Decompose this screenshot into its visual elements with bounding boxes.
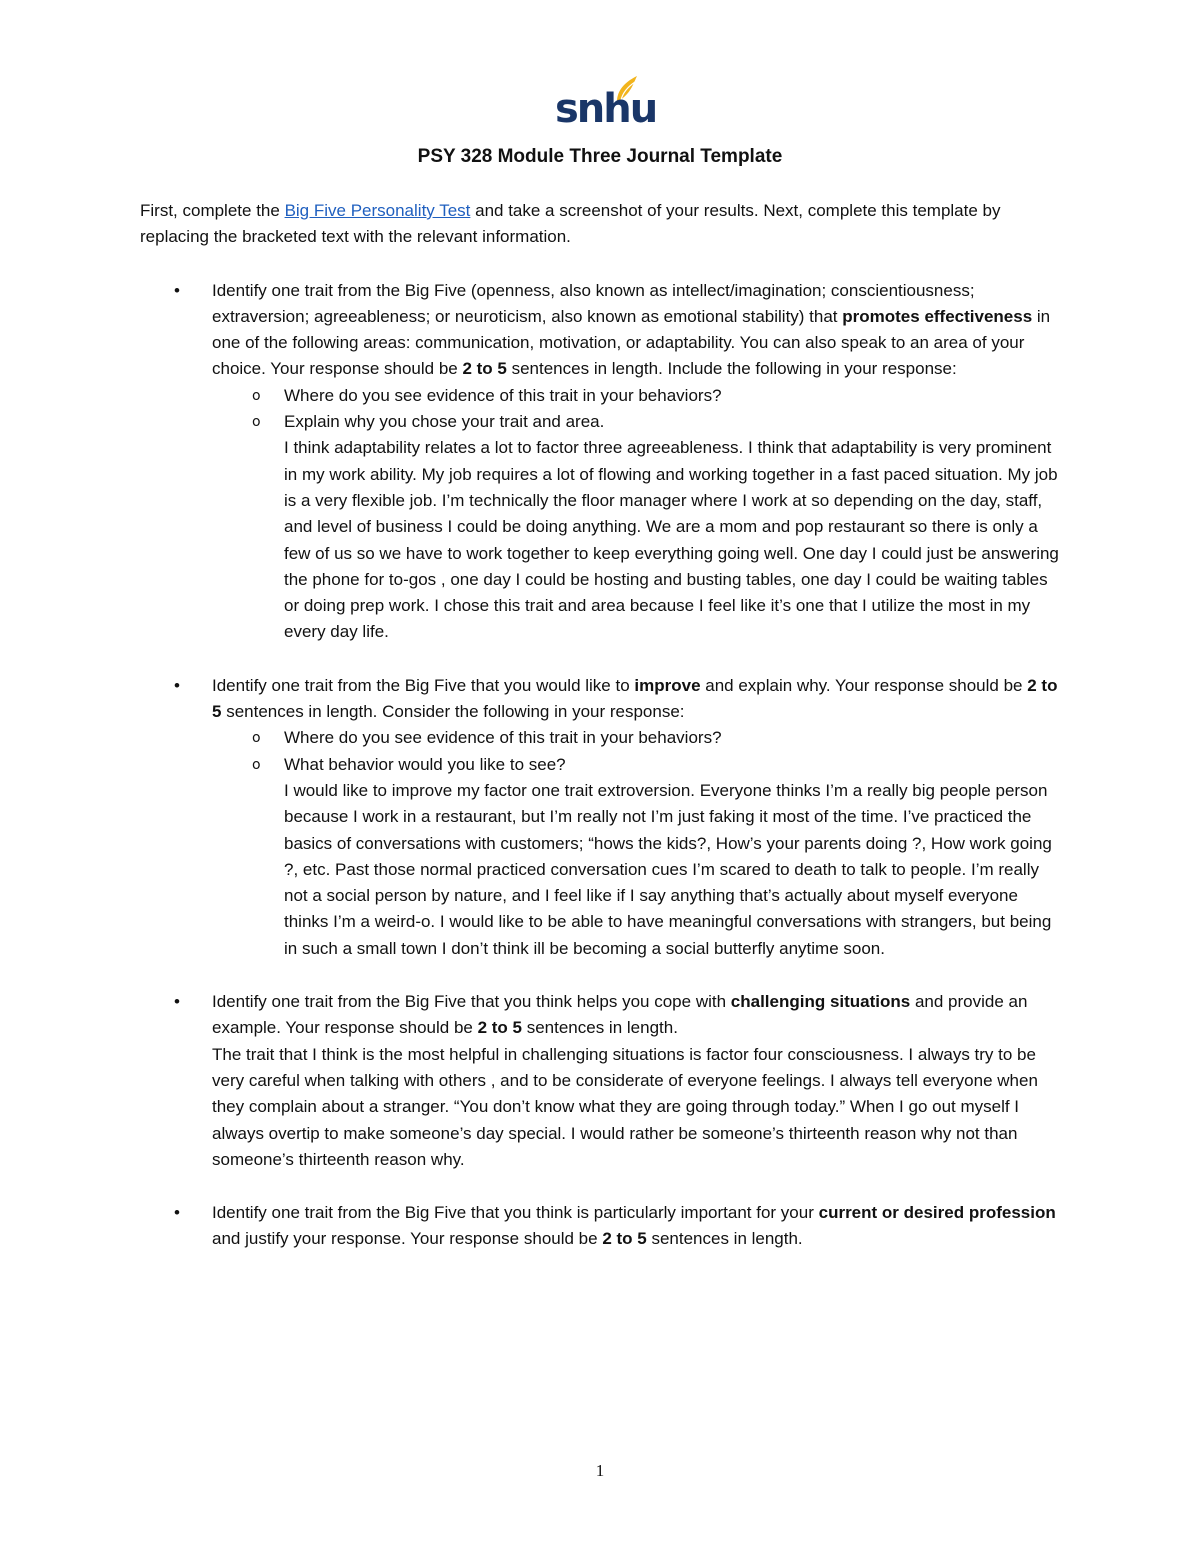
prompt-text: sentences in length. Include the following in your response: (506, 359, 957, 379)
page-number: 1 (595, 1461, 605, 1480)
prompt-bold: improve (634, 675, 701, 695)
bullet-prompt (212, 989, 1060, 1042)
prompt-bold: challenging situations (730, 992, 911, 1012)
student-response: I would like to improve my factor one trait extroversion. Everyone thinks I’m a really big people person because I work in a restaurant, but I’m really not I’m just faking it most of the time. I’ve practiced the basics of conversations with customers; “hows the kids?, How’s your parents doing ?, How work going ?, etc. Past those normal practiced conversation cues I’m scared to death to talk to people. I’m really not a social person by nature, and I feel like if I say anything that’s actually about myself everyone thinks I’m a weird-o. I would like to be able to have meaningful conversations with strangers, but being in such a small town I don’t think ill be becoming a social butterfly anytime soon. (284, 780, 1052, 958)
student-response: The trait that I think is the most helpful in challenging situations is factor four consciousness. I always try to be very careful when talking with others , and to be considerate of everyone feelings. I always tell everyone when they complain about a stranger. “You don’t know what they are going through today.” When I go out myself I always overtip to make someone’s day special. I would rather be someone’s thirteenth reason why not than someone’s thirteenth reason why. (212, 1044, 1038, 1169)
document-body (140, 198, 1060, 1253)
prompt-text: and justify your response. Your response should be (212, 1229, 603, 1249)
student-response: I think adaptability relates a lot to factor three agreeableness. I think that adaptability is very prominent in my work ability. My job requires a lot of flowing and working together in a fast paced situation. My job is a very flexible job. I’m technically the floor manager where I work at so depending on the day, staff, and level of business I could be doing anything. We are a mom and pop restaurant so there is only a few of us so we have to work together to keep everything going well. One day I could just be answering the phone for to-gos , one day I could be hosting and busting tables, one day I could be waiting tables or doing prep work. I chose this trait and area because I feel like it’s one that I utilize the most in my every day life. (284, 438, 1059, 642)
page-title: PSY 328 Module Three Journal Template (417, 146, 783, 167)
prompt-bold: 2 to 5 (477, 1018, 522, 1038)
circle-bullet-icon: o (252, 756, 261, 773)
prompt-text: Identify one trait from the Big Five that you think is particularly important for your (212, 1203, 819, 1223)
bullet-item-promotes-effectiveness (140, 278, 1060, 646)
prompt-text: and explain why. Your response should be (700, 675, 1028, 695)
bullet-prompt (212, 1200, 1060, 1253)
bullet-dot: • (174, 1203, 180, 1223)
bullet-item-profession (140, 1200, 1060, 1253)
big-five-test-link[interactable]: Big Five Personality Test (284, 201, 471, 220)
sub-item (212, 383, 1060, 409)
sub-item-text: Explain why you chose your trait and area. (284, 412, 605, 432)
circle-bullet-icon: o (252, 387, 261, 404)
sub-item (212, 409, 1060, 435)
prompt-text: sentences in length. (521, 1018, 678, 1038)
prompt-bold: 2 to 5 (462, 359, 507, 379)
intro-text-after: and take a screenshot of your results. Next, complete this template by replacing the bracketed text with the relevant information. (140, 201, 1001, 247)
bullet-item-improve (140, 673, 1060, 962)
bullet-prompt (212, 278, 1060, 383)
sub-item (212, 752, 1060, 778)
bullet-dot: • (174, 992, 180, 1012)
logo-wordmark: snhu (555, 86, 657, 132)
bullet-dot: • (174, 280, 180, 300)
bullet-dot: • (174, 675, 180, 695)
prompt-bold: 2 to 5 (602, 1229, 647, 1249)
circle-bullet-icon: o (252, 730, 261, 747)
intro-paragraph (140, 198, 1060, 251)
sub-item (212, 725, 1060, 751)
prompt-text: Identify one trait from the Big Five (openness, also known as intellect/imagination; conscientiousness; extraversion; agreeableness; or neuroticism, also known as emotional stability) that (212, 280, 975, 326)
prompt-text: Identify one trait from the Big Five that you think helps you cope with (212, 992, 731, 1012)
prompt-text: Identify one trait from the Big Five that you would like to (212, 675, 635, 695)
sub-item-text: Where do you see evidence of this trait in your behaviors? (284, 728, 722, 748)
prompt-text: sentences in length. Consider the following in your response: (221, 702, 685, 722)
prompt-bold: 2 to 5 (212, 675, 1058, 722)
prompt-text: and provide an example. Your response should be (212, 992, 1028, 1038)
prompt-bold: current or desired profession (818, 1203, 1056, 1223)
prompt-text: sentences in length. (646, 1229, 803, 1249)
prompt-bold: promotes effectiveness (842, 306, 1033, 326)
bullet-prompt (212, 673, 1060, 726)
prompt-text: in one of the following areas: communication, motivation, or adaptability. You can also speak to an area of your choice. Your response should be (212, 306, 1051, 379)
bullet-item-challenging-situations (140, 989, 1060, 1173)
sub-item-text: What behavior would you like to see? (284, 754, 566, 774)
snhu-logo (555, 74, 657, 132)
circle-bullet-icon: o (252, 414, 261, 431)
intro-text-before: First, complete the (140, 201, 285, 220)
sub-item-text: Where do you see evidence of this trait in your behaviors? (284, 385, 722, 405)
